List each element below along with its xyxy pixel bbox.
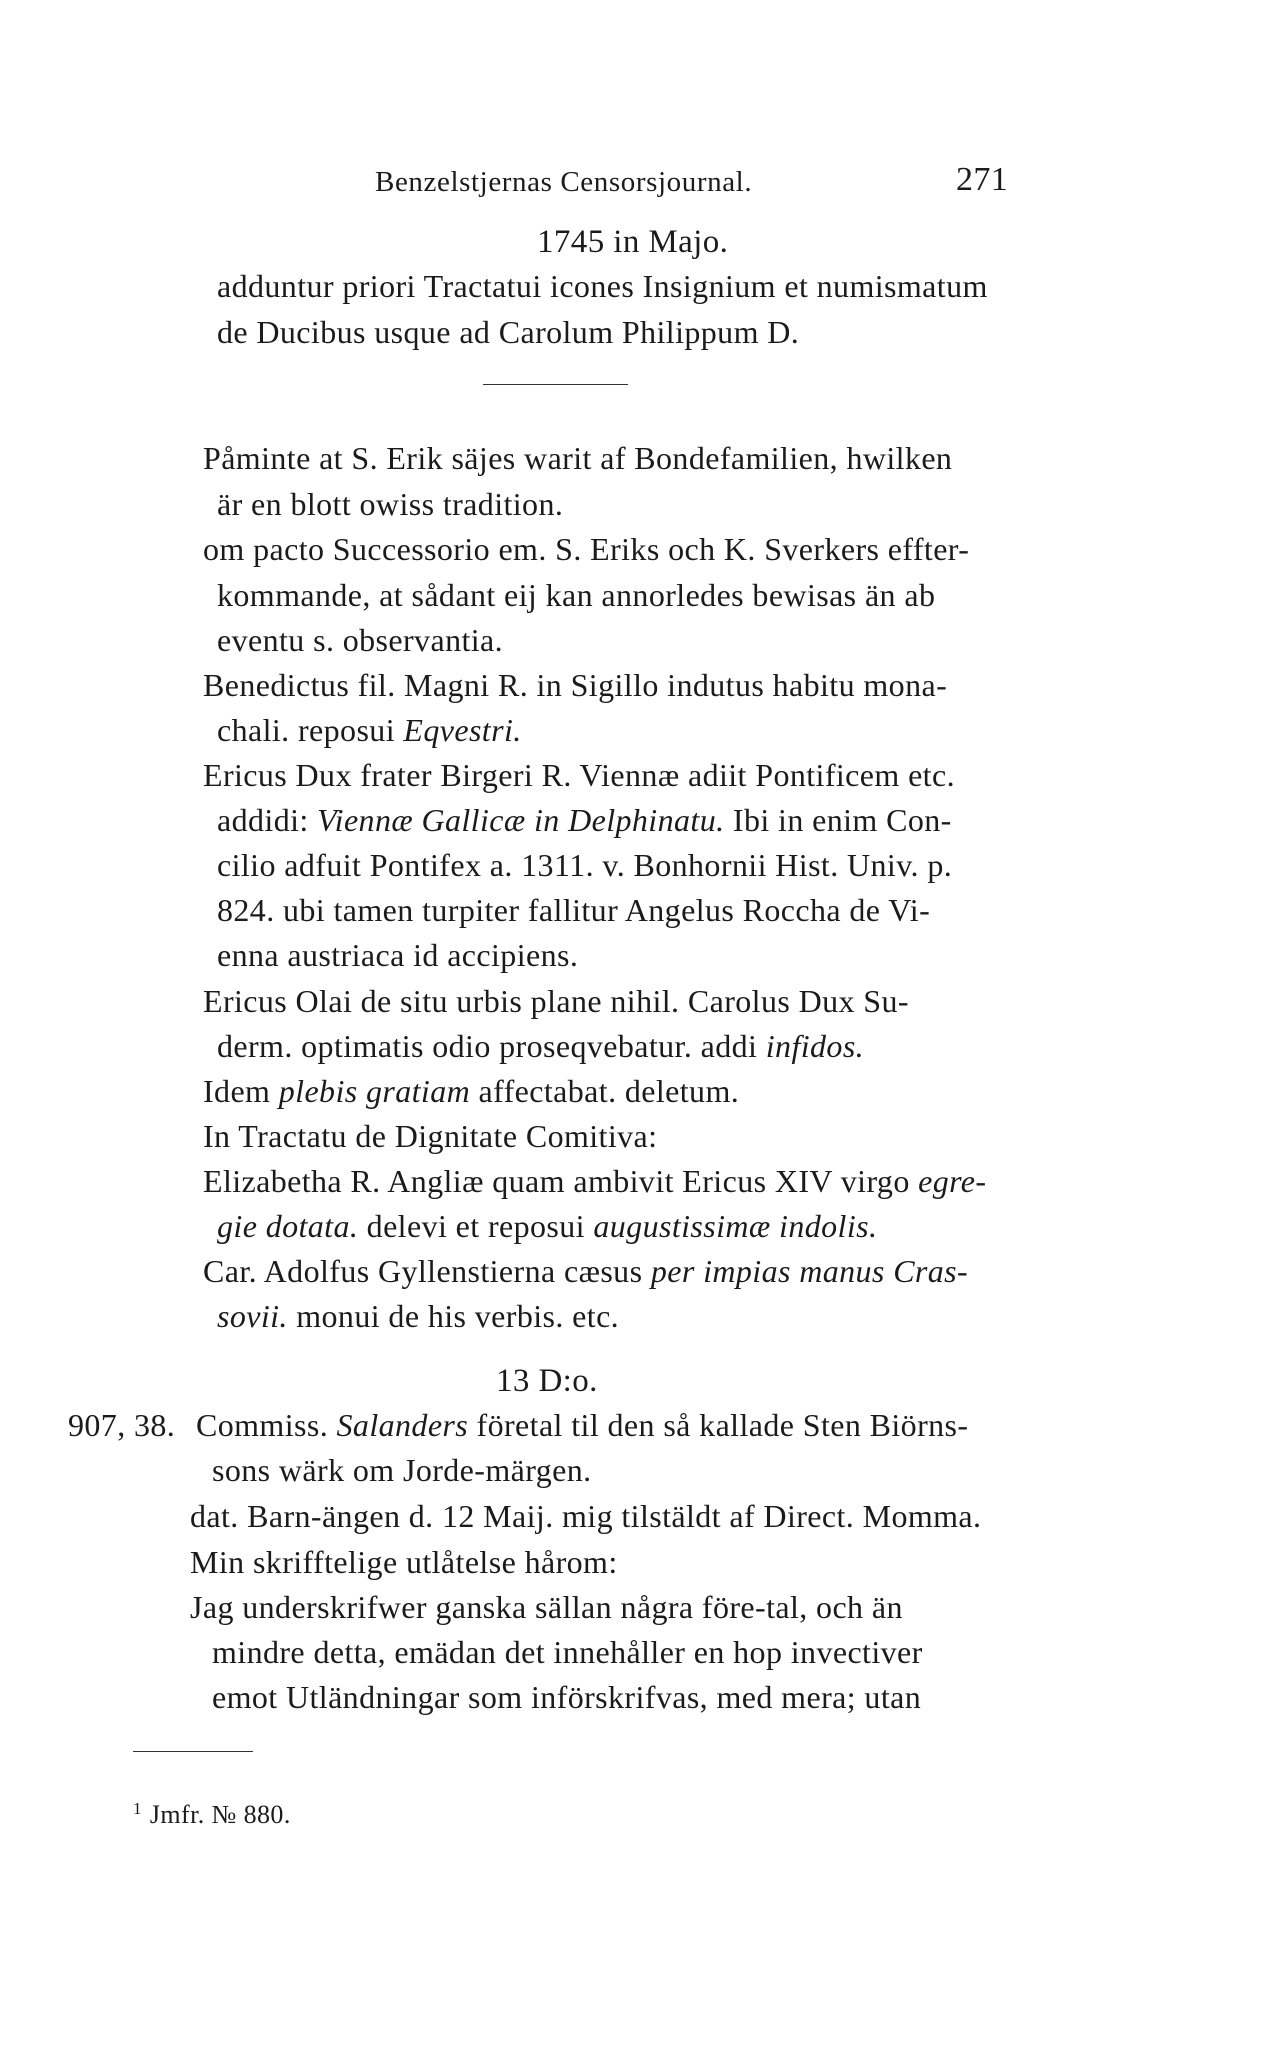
running-header-title: Benzelstjernas Censorsjournal. — [375, 166, 753, 198]
text-line: eventu s. observantia. — [217, 622, 504, 658]
text-line: Påminte at S. Erik säjes warit af Bondefamilien, hwilken — [203, 440, 953, 476]
text-line: mindre detta, emädan det innehåller en hop invectiver — [212, 1634, 923, 1670]
text-line: adduntur priori Tractatui icones Insignium et numismatum — [217, 268, 988, 304]
text-line: 824. ubi tamen turpiter fallitur Angelus Roccha de Vi- — [217, 892, 931, 928]
footnote-text: Jmfr. № 880. — [149, 1800, 291, 1829]
text-line: Min skrifftelige utlåtelse hårom: — [190, 1544, 618, 1580]
text-line: cilio adfuit Pontifex a. 1311. v. Bonhornii Hist. Univ. p. — [217, 847, 953, 883]
text-line: addidi: Viennæ Gallicæ in Delphinatu. Ibi in enim Con- — [217, 802, 952, 838]
text-line: In Tractatu de Dignitate Comitiva: — [203, 1118, 658, 1154]
text-line: Ericus Olai de situ urbis plane nihil. Carolus Dux Su- — [203, 983, 909, 1019]
page-number: 271 — [956, 161, 1009, 198]
text-line: enna austriaca id accipiens. — [217, 937, 579, 973]
text-line: Commiss. Salanders företal til den så kallade Sten Biörns- — [196, 1407, 969, 1443]
text-line: sons wärk om Jorde-märgen. — [212, 1452, 592, 1488]
text-line: gie dotata. delevi et reposui augustissimæ indolis. — [217, 1208, 878, 1244]
text-line: Elizabetha R. Angliæ quam ambivit Ericus XIV virgo egre- — [203, 1163, 987, 1199]
text-line: chali. reposui Eqvestri. — [217, 712, 522, 748]
text-line: dat. Barn-ängen d. 12 Maij. mig tilstäldt af Direct. Momma. — [190, 1498, 982, 1534]
entry-date-13: 13 D:o. — [496, 1363, 598, 1399]
text-line: kommande, at sådant eij kan annorledes bewisas än ab — [217, 577, 936, 613]
text-line: Benedictus fil. Magni R. in Sigillo indutus habitu mona- — [203, 667, 948, 703]
entry-date-may-1745: 1745 in Majo. — [537, 224, 729, 260]
footnote-marker: 1 — [133, 1799, 142, 1818]
footnote-rule — [133, 1751, 253, 1752]
margin-reference: 907, 38. — [68, 1407, 176, 1443]
text-line: emot Utländningar som införskrifvas, med mera; utan — [212, 1679, 922, 1715]
text-line: Ericus Dux frater Birgeri R. Viennæ adiit Pontificem etc. — [203, 757, 955, 793]
text-line: Jag underskrifwer ganska sällan några före-tal, och än — [190, 1589, 903, 1625]
text-line: om pacto Successorio em. S. Eriks och K. Sverkers effter- — [203, 531, 970, 567]
text-line: derm. optimatis odio proseqvebatur. addi infidos. — [217, 1028, 865, 1064]
text-line: Idem plebis gratiam affectabat. deletum. — [203, 1073, 740, 1109]
section-divider — [483, 384, 628, 385]
footnote — [133, 1789, 291, 1835]
text-line: sovii. monui de his verbis. etc. — [217, 1298, 620, 1334]
text-line: de Ducibus usque ad Carolum Philippum D. — [217, 314, 800, 350]
text-line: är en blott owiss tradition. — [217, 486, 564, 522]
text-line: Car. Adolfus Gyllenstierna cæsus per impias manus Cras- — [203, 1253, 969, 1289]
